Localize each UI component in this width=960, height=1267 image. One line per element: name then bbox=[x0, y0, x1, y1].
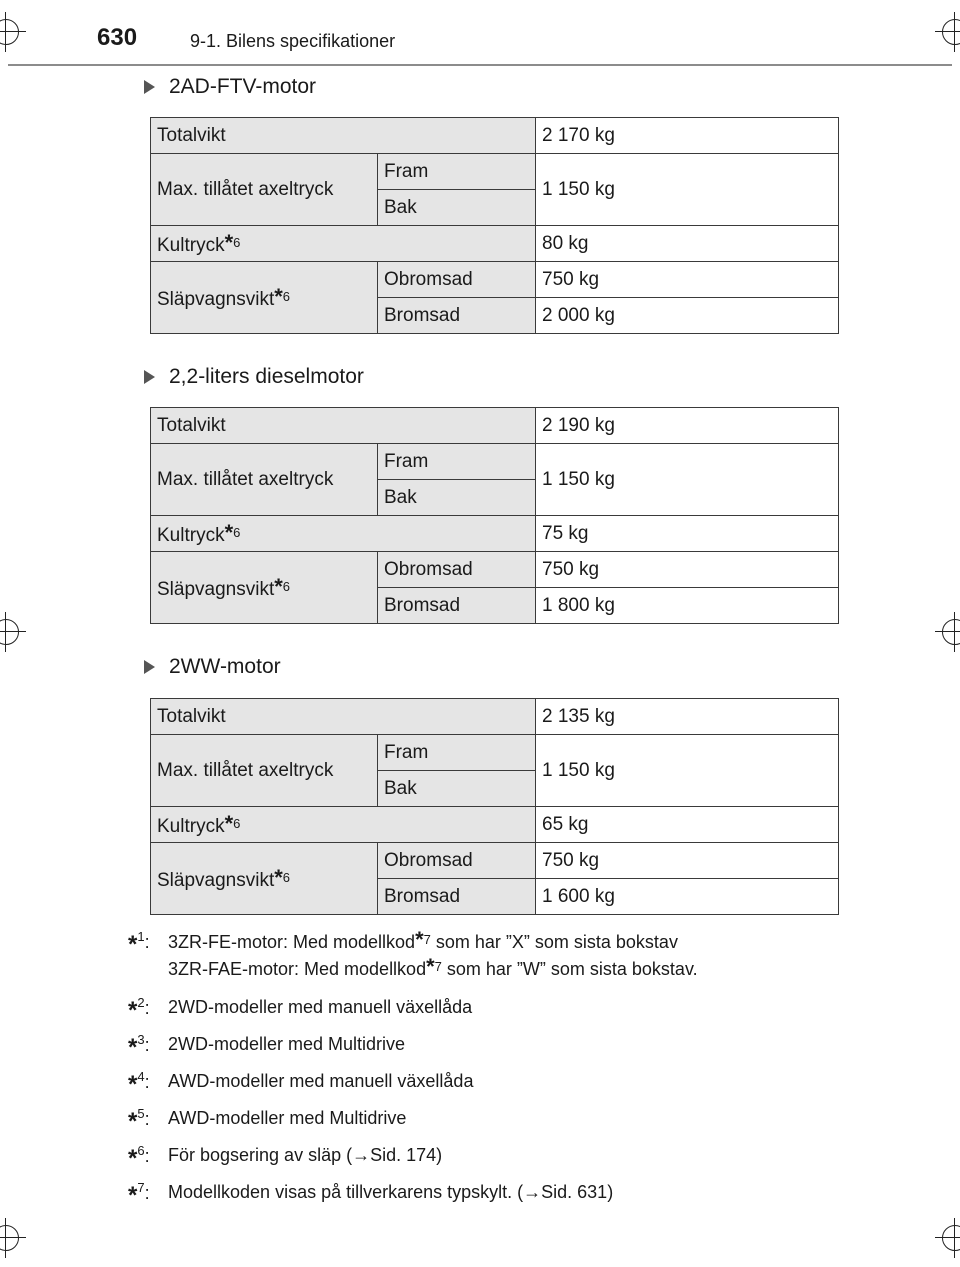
table-row bbox=[151, 552, 839, 588]
section-heading-text: 2,2-liters dieselmotor bbox=[169, 365, 364, 388]
max-axle-value: 1 150 kg bbox=[536, 154, 839, 226]
spec-table-1 bbox=[150, 117, 839, 334]
footnote-ref: *6 bbox=[224, 229, 241, 255]
max-axle-label: Max. tillåtet axeltryck bbox=[151, 735, 378, 807]
ball-pressure-label: Kultryck$^{*6}$ bbox=[151, 516, 536, 552]
page-reference-link[interactable]: Sid. 631) bbox=[541, 1182, 614, 1202]
front-label: Fram bbox=[378, 154, 536, 190]
footnote-ref: *6 bbox=[224, 810, 241, 836]
footnote-3: *$^3$: 2WD-modeller med Multidrive bbox=[128, 1032, 406, 1061]
footnote-6: *$^6$: För bogsering av släp (→Sid. 174) bbox=[128, 1143, 443, 1172]
section-heading-1 bbox=[144, 75, 316, 99]
rear-label: Bak bbox=[378, 480, 536, 516]
braked-value: 1 800 kg bbox=[536, 588, 839, 624]
ball-pressure-value: 80 kg bbox=[536, 226, 839, 262]
table-row bbox=[151, 118, 839, 154]
trailer-weight-label: Släpvagnsvikt$^{*6}$ bbox=[151, 262, 378, 334]
table-row bbox=[151, 516, 839, 552]
rear-label: Bak bbox=[378, 190, 536, 226]
unbraked-label: Obromsad bbox=[378, 552, 536, 588]
crop-mark-top-right bbox=[935, 12, 960, 52]
crop-mark-top-left bbox=[0, 12, 26, 52]
section-title: 9-1. Bilens specifikationer bbox=[190, 31, 396, 51]
unbraked-value: 750 kg bbox=[536, 262, 839, 298]
front-label: Fram bbox=[378, 735, 536, 771]
table-row bbox=[151, 408, 839, 444]
braked-label: Bromsad bbox=[378, 879, 536, 915]
crop-mark-bottom-left bbox=[0, 1218, 26, 1258]
table-row bbox=[151, 735, 839, 771]
rear-label: Bak bbox=[378, 771, 536, 807]
footnote-ref: *6 bbox=[224, 519, 241, 545]
footnote-5: *$^5$: AWD-modeller med Multidrive bbox=[128, 1106, 407, 1135]
table-row bbox=[151, 444, 839, 480]
total-weight-value: 2 135 kg bbox=[536, 699, 839, 735]
section-heading-3 bbox=[144, 655, 281, 679]
max-axle-label: Max. tillåtet axeltryck bbox=[151, 154, 378, 226]
arrow-bullet-icon bbox=[144, 80, 155, 94]
braked-value: 2 000 kg bbox=[536, 298, 839, 334]
ball-pressure-value: 65 kg bbox=[536, 807, 839, 843]
footnote-ref: *7 bbox=[415, 927, 431, 952]
header-rule bbox=[8, 64, 952, 66]
unbraked-label: Obromsad bbox=[378, 262, 536, 298]
crop-mark-middle-right bbox=[935, 612, 960, 652]
arrow-bullet-icon bbox=[144, 370, 155, 384]
table-row bbox=[151, 226, 839, 262]
footnote-ref: *6 bbox=[274, 283, 291, 309]
max-axle-value: 1 150 kg bbox=[536, 735, 839, 807]
section-heading-text: 2WW-motor bbox=[169, 655, 281, 678]
ball-pressure-value: 75 kg bbox=[536, 516, 839, 552]
spec-table-3 bbox=[150, 698, 839, 915]
front-label: Fram bbox=[378, 444, 536, 480]
arrow-right-icon: → bbox=[523, 1182, 542, 1202]
unbraked-value: 750 kg bbox=[536, 552, 839, 588]
braked-label: Bromsad bbox=[378, 298, 536, 334]
total-weight-value: 2 190 kg bbox=[536, 408, 839, 444]
section-heading-text: 2AD-FTV-motor bbox=[169, 75, 317, 98]
footnotes bbox=[128, 929, 928, 1217]
footnote-ref: *7 bbox=[426, 954, 442, 979]
ball-pressure-label: Kultryck$^{*6}$ bbox=[151, 807, 536, 843]
page-reference-link[interactable]: Sid. 174) bbox=[370, 1145, 443, 1165]
footnote-ref: *6 bbox=[274, 864, 291, 890]
table-row bbox=[151, 699, 839, 735]
ball-pressure-label: Kultryck$^{*6}$ bbox=[151, 226, 536, 262]
arrow-bullet-icon bbox=[144, 660, 155, 674]
crop-mark-middle-left bbox=[0, 612, 26, 652]
table-row bbox=[151, 807, 839, 843]
footnote-2: *$^2$: 2WD-modeller med manuell växellåda bbox=[128, 995, 473, 1024]
unbraked-label: Obromsad bbox=[378, 843, 536, 879]
max-axle-label: Max. tillåtet axeltryck bbox=[151, 444, 378, 516]
max-axle-value: 1 150 kg bbox=[536, 444, 839, 516]
braked-label: Bromsad bbox=[378, 588, 536, 624]
spec-table-2 bbox=[150, 407, 839, 624]
section-heading-2 bbox=[144, 365, 364, 389]
page-number: 630 bbox=[97, 24, 138, 51]
footnote-4: *$^4$: AWD-modeller med manuell växellåda bbox=[128, 1069, 474, 1098]
total-weight-label: Totalvikt bbox=[151, 118, 536, 154]
trailer-weight-label: Släpvagnsvikt$^{*6}$ bbox=[151, 843, 378, 915]
braked-value: 1 600 kg bbox=[536, 879, 839, 915]
total-weight-label: Totalvikt bbox=[151, 699, 536, 735]
table-row bbox=[151, 843, 839, 879]
footnote-ref: *6 bbox=[274, 573, 291, 599]
footnote-7: *$^7$: Modellkoden visas på tillverkarens typskylt. (→Sid. 631) bbox=[128, 1180, 614, 1209]
total-weight-value: 2 170 kg bbox=[536, 118, 839, 154]
table-row bbox=[151, 262, 839, 298]
crop-mark-bottom-right bbox=[935, 1218, 960, 1258]
total-weight-label: Totalvikt bbox=[151, 408, 536, 444]
unbraked-value: 750 kg bbox=[536, 843, 839, 879]
arrow-right-icon: → bbox=[352, 1145, 371, 1165]
table-row bbox=[151, 154, 839, 190]
footnote-1: *$^1$: 3ZR-FE-motor: Med modellkod$^{*7}$ som har ”X” som sista bokstav 3ZR-FAE-motor: Med modellkod$^{*7}$ som har ”W” som sista bokstav. bbox=[128, 927, 698, 979]
trailer-weight-label: Släpvagnsvikt$^{*6}$ bbox=[151, 552, 378, 624]
